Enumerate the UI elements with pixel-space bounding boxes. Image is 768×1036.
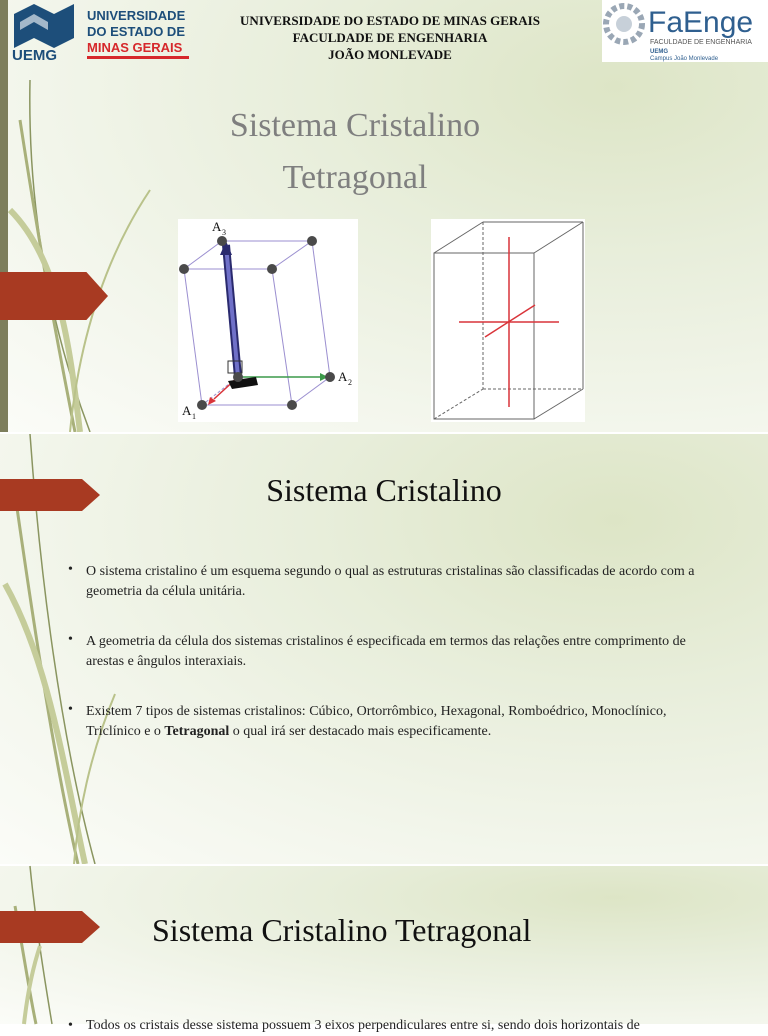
header-line3: JOÃO MONLEVADE <box>328 47 452 62</box>
header-line1: UNIVERSIDADE DO ESTADO DE MINAS GERAIS <box>240 13 540 28</box>
accent-arrow <box>0 272 108 320</box>
unit-cell-figure <box>178 219 358 422</box>
label-a3: A <box>212 219 222 234</box>
bullet-item: • Existem 7 tipos de sistemas cristalinos: Cúbico, Ortorrômbico, Hexagonal, Romboédrico, Monoclínico, Triclínico e o Tetragonal o qual irá ser destacado mais especificamente. <box>68 702 708 742</box>
bullet-item: • A geometria da célula dos sistemas cristalinos é especificada em termos das relações entre comprimento de arestas e ângulos interaxiais. <box>68 632 708 672</box>
bullet-item-partial: • Todos os cristais desse sistema possuem 3 eixos perpendiculares entre si, sendo dois horizontais de <box>68 1016 746 1036</box>
institution-header <box>205 12 575 63</box>
slide-definition <box>0 434 768 864</box>
decorative-curves <box>0 0 768 432</box>
uemg-line2: DO ESTADO DE <box>87 24 185 39</box>
faenge-sub: FACULDADE DE ENGENHARIA <box>650 39 752 46</box>
accent-arrow <box>0 911 100 943</box>
slide-title <box>150 100 560 204</box>
bold-term: Tetragonal <box>164 724 230 739</box>
label-a1: A <box>182 403 192 418</box>
label-a2: A <box>338 369 348 384</box>
header-line2: FACULDADE DE ENGENHARIA <box>292 30 488 45</box>
faenge-sub3: Campus João Monlevade <box>650 56 719 62</box>
uemg-line3: MINAS GERAIS <box>87 40 183 55</box>
bullet-item: • O sistema cristalino é um esquema segundo o qual as estruturas cristalinas são classificadas de acordo com a geometria da célula unitária. <box>68 562 708 602</box>
bullet-list <box>68 562 708 772</box>
label-a3-sub: 3 <box>222 228 226 237</box>
label-a1-sub: 1 <box>192 412 196 421</box>
uemg-logo <box>12 0 192 64</box>
slide-heading: Sistema Cristalino <box>266 472 502 508</box>
title-line2: Tetragonal <box>282 159 428 196</box>
uemg-line1: UNIVERSIDADE <box>87 8 186 23</box>
faenge-logo <box>602 0 768 62</box>
label-a2-sub: 2 <box>348 378 352 387</box>
tetragonal-axes-figure <box>431 219 585 422</box>
slide-tetragonal <box>0 866 768 1033</box>
faenge-sub2: UEMG <box>650 49 668 55</box>
title-line1: Sistema Cristalino <box>229 107 481 144</box>
slide-heading: Sistema Cristalino Tetragonal <box>152 912 532 948</box>
slide-title <box>0 0 768 432</box>
faenge-name: FaEnge <box>648 6 754 39</box>
uemg-abbr: UEMG <box>12 47 57 64</box>
